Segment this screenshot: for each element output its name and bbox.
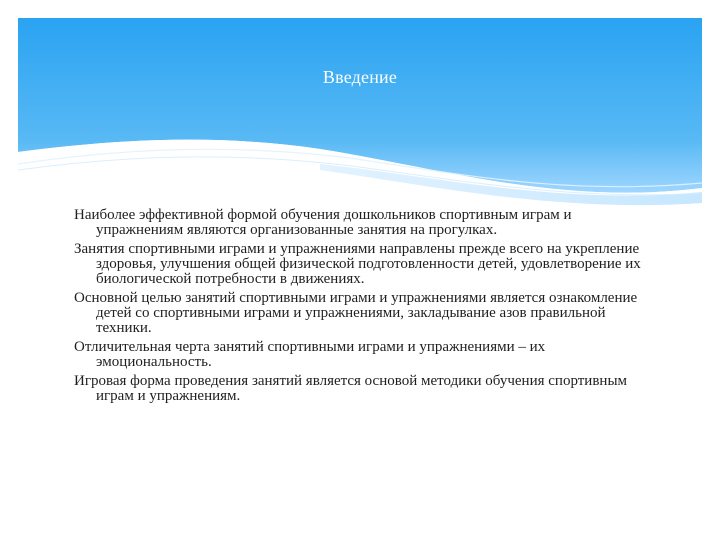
wave-header-background <box>0 0 720 230</box>
slide-title: Введение <box>322 67 398 87</box>
paragraph-2: Занятия спортивными играми и упражнениями направлены прежде всего на укрепление здоровья, улучшения общей физической подготовленности детей, удовлетворение их биологической потребности в движениях. <box>74 241 641 287</box>
paragraph-3: Основной целью занятий спортивными играми и упражнениями является ознакомление детей со спортивными играми и упражнениями, закладывание азов правильной техники. <box>74 290 638 336</box>
paragraph-1: Наиболее эффективной формой обучения дошкольников спортивным играм и упражнениям являются организованные занятия на прогулках. <box>74 207 572 238</box>
paragraph-5: Игровая форма проведения занятий является основой методики обучения спортивным играм и упражнениям. <box>74 373 628 404</box>
paragraph-4: Отличительная черта занятий спортивными играми и упражнениями – их эмоциональность. <box>74 339 546 370</box>
slide-body <box>74 208 649 408</box>
